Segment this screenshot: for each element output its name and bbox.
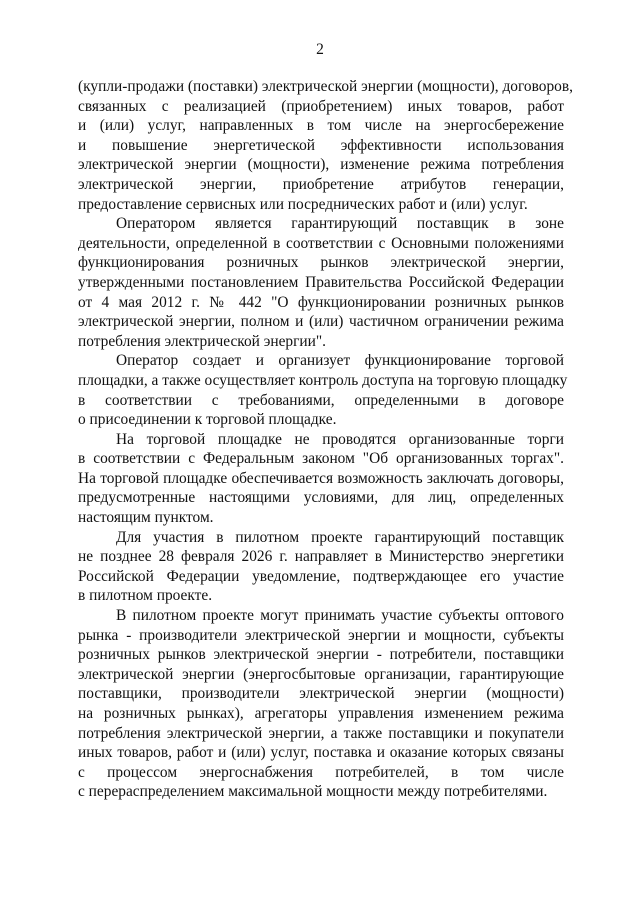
paragraph-3 [78, 351, 568, 429]
text-line: от 4 мая 2012 г. № 442 "О функционировании розничных рынков [78, 293, 564, 311]
text-line: утвержденными постановлением Правительства Российской Федерации [78, 273, 564, 291]
text-line: связанных с реализацией (приобретением) иных товаров, работ [78, 97, 564, 115]
text-line: электрической энергии (энергосбытовые организации, гарантирующие [78, 665, 564, 683]
paragraph-6 [78, 606, 564, 802]
text-line: в пилотном проекте. [78, 587, 213, 605]
text-line: Российской Федерации уведомление, подтверждающее его участие [78, 567, 564, 585]
text-line: и (или) услуг, направленных в том числе на энергосбережение [78, 117, 564, 135]
text-line: на розничных рынках), агрегаторы управления изменением режима [78, 705, 564, 722]
document-body [78, 77, 573, 802]
text-line: электрической энергии, приобретение атрибутов генерации, [78, 175, 564, 193]
text-line: поставщики, производители электрической энергии (мощности) [78, 685, 564, 703]
text-line: потребления электрической энергии, а также поставщики и покупатели [78, 724, 564, 742]
text-line: иных товаров, работ и (или) услуг, поставка и оказание которых связаны [78, 744, 564, 762]
text-line: деятельности, определенной в соответствии с Основными положениями [78, 234, 564, 252]
text-line: с процессом энергоснабжения потребителей, в том числе [78, 763, 564, 781]
paragraph-1 [78, 77, 573, 214]
text-line: настоящим пунктом. [78, 509, 214, 527]
text-line: На торговой площадке не проводятся организованные торги [116, 430, 564, 448]
text-line: с перераспределением максимальной мощности между потребителями. [78, 783, 548, 801]
text-line: В пилотном проекте могут принимать участие субъекты оптового [116, 607, 564, 625]
paragraph-4 [78, 430, 564, 528]
paragraph-5 [78, 528, 564, 606]
text-line: Для участия в пилотном проекте гарантирующий поставщик [116, 528, 564, 546]
text-line: электрической энергии (мощности), изменение режима потребления [78, 156, 564, 174]
text-line: электрической энергии, полном и (или) частичном ограничении режима [78, 313, 564, 331]
text-line: потребления электрической энергии". [78, 332, 327, 350]
text-line: рынка - производители электрической энергии и мощности, субъекты [78, 626, 564, 644]
text-line: в соответствии с требованиями, определенными в договоре [78, 391, 564, 409]
paragraph-2 [78, 214, 564, 351]
text-line: в соответствии с Федеральным законом "Об организованных торгах". [78, 450, 564, 468]
text-line: На торговой площадке обеспечивается возможность заключать договоры, [78, 469, 564, 487]
text-line: Оператором является гарантирующий поставщик в зоне [116, 215, 564, 233]
text-line: не позднее 28 февраля 2026 г. направляет в Министерство энергетики [78, 548, 564, 566]
text-line: функционирования розничных рынков электрической энергии, [78, 254, 564, 272]
text-line: (купли-продажи (поставки) электрической энергии (мощности), договоров, [78, 78, 573, 95]
text-line: предусмотренные настоящими условиями, для лиц, определенных [78, 489, 564, 507]
text-line: о присоединении к торговой площадке. [78, 411, 337, 429]
text-line: розничных рынков электрической энергии - потребители, поставщики [78, 646, 564, 664]
text-line: и повышение энергетической эффективности использования [78, 136, 564, 154]
page-number: 2 [316, 41, 324, 58]
text-line: предоставление сервисных или посреднических работ и (или) услуг. [78, 195, 528, 213]
text-line: площадки, а также осуществляет контроль доступа на торговую площадку [78, 371, 568, 389]
text-line: Оператор создает и организует функционирование торговой [116, 352, 564, 370]
